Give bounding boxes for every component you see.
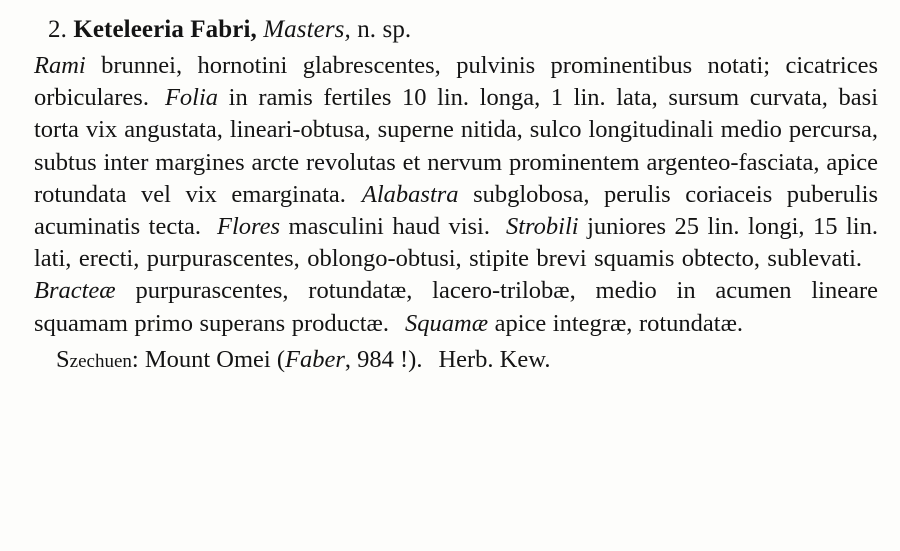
term-alabastra: Alabastra [361, 180, 459, 208]
locality-separator: : [131, 345, 139, 373]
taxon-rank: n. sp. [357, 16, 412, 43]
desc-alabastra-text: subglobosa, perulis coriaceis puberulis acuminatis tecta. [34, 180, 878, 241]
desc-bracteae-text: purpurascentes, rotundatæ, lacero-trilobæ, medio in acumen lineare squamam primo superans productæ. [34, 277, 878, 337]
herbarium-name: Herb. Kew. [438, 345, 551, 373]
term-squamae: Squamæ [405, 309, 489, 337]
region-name: Szechuen [56, 345, 132, 373]
locality-place: Mount Omei ( [144, 345, 285, 373]
desc-squamae-text: apice integræ, rotundatæ. [488, 309, 744, 337]
desc-rami-text: brunnei, hornotini glabrescentes, pulvinis prominentibus notati; cicatrices orbiculares. [34, 52, 878, 112]
author-name: Masters, [263, 16, 351, 43]
locality-line [34, 344, 878, 376]
species-name: Keteleeria Fabri, [73, 16, 257, 43]
collector-name: Faber [285, 345, 345, 373]
page-title [34, 14, 878, 46]
desc-flores-text: masculini haud visi. [280, 213, 490, 241]
entry-number: 2. [48, 16, 67, 43]
term-folia: Folia [164, 84, 219, 112]
desc-folia-text: in ramis fertiles 10 lin. longa, 1 lin. lata, sursum curvata, basi torta vix angustata, lineari-obtusa, superne nitida, sulco longitudinali medio percursa, subtus inter margines arcte revolutas et nervum prominentem argenteo-fasciata, apice rotundata vel vix emarginata. [34, 84, 878, 208]
collection-number: , 984 !). [344, 345, 423, 373]
term-rami: Rami [34, 52, 86, 79]
term-strobili: Strobili [505, 213, 579, 241]
term-flores: Flores [217, 213, 281, 241]
term-bracteae: Bracteæ [34, 277, 116, 305]
species-description [34, 50, 878, 340]
desc-strobili-text: juniores 25 lin. longi, 15 lin. lati, erecti, purpurascentes, oblongo-obtusi, stipite brevi squamis obtecto, sublevati. [34, 213, 878, 273]
